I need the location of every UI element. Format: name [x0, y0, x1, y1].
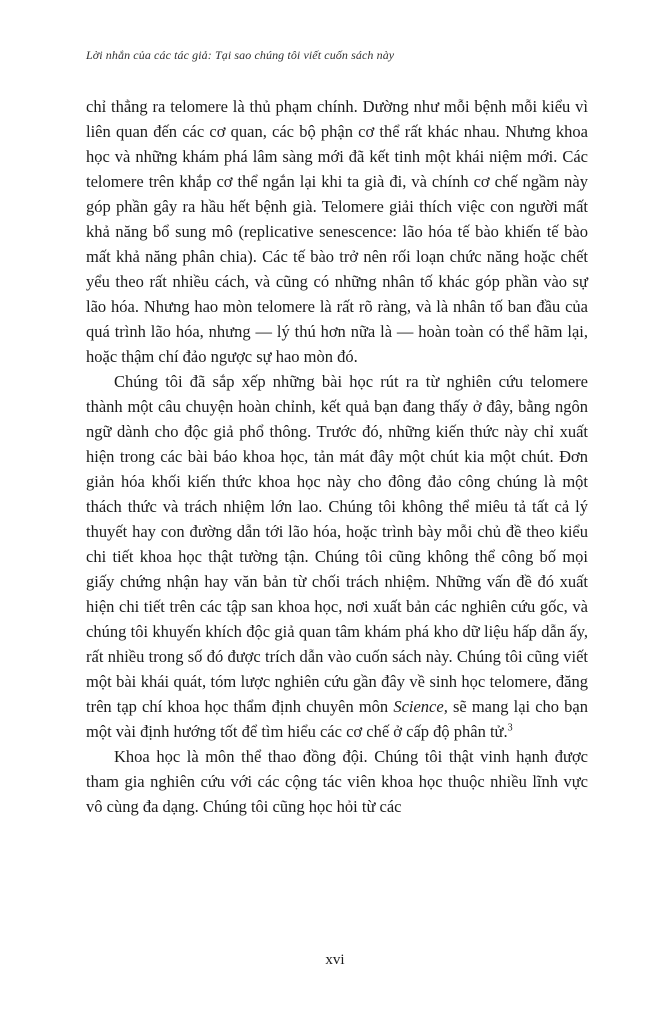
body-text [86, 94, 588, 819]
paragraph-text: Chúng tôi đã sắp xếp những bài học rút ra từ nghiên cứu telomere thành một câu chuyện hoàn chỉnh, kết quả bạn đang thấy ở đây, bằng ngôn ngữ dành cho độc giả phổ thông. Trước đó, những kiến thức này chỉ xuất hiện trong các bài báo khoa học, tản mát đây một chút kia một chút. Đơn giản hóa khối kiến thức khoa học này cho đông đảo công chúng là một thách thức và trách nhiệm lớn lao. Chúng tôi không thể miêu tả tất cả lý thuyết hay con đường dẫn tới lão hóa, hoặc trình bày mỗi chủ đề theo kiểu chi tiết khoa học thật tường tận. Chúng tôi cũng không thể công bố mọi giấy chứng nhận hay văn bản từ chối trách nhiệm. Những vấn đề đó xuất hiện chi tiết trên các tập san khoa học, nơi xuất bản các nghiên cứu gốc, và chúng tôi khuyến khích độc giả quan tâm khám phá kho dữ liệu hấp dẫn ấy, rất nhiều trong số đó được trích dẫn vào cuốn sách này. Chúng tôi cũng viết một bài khái quát, tóm lược nghiên cứu gần đây về sinh học telomere, đăng trên tạp chí khoa học thẩm định chuyên môn [86, 372, 588, 716]
paragraph: Khoa học là môn thể thao đồng đội. Chúng tôi thật vinh hạnh được tham gia nghiên cứu với các cộng tác viên khoa học thuộc nhiều lĩnh vực vô cùng đa dạng. Chúng tôi cũng học hỏi từ các [86, 747, 588, 816]
footnote-marker: 3 [507, 722, 513, 734]
paragraph-text: sẽ mang lại cho bạn một vài định hướng tốt để tìm hiểu các cơ chế ở cấp độ phân tử. [86, 697, 588, 741]
paragraph-continuation: chỉ thẳng ra telomere là thủ phạm chính. Dường như mỗi bệnh mỗi kiểu vì liên quan đến các cơ quan, các bộ phận cơ thể rất khác nhau. Nhưng khoa học và những khám phá lâm sàng mới đã kết tinh một khái niệm mới. Các telomere trên khắp cơ thể ngắn lại khi ta già đi, và chính cơ chế ngầm này góp phần gây ra hầu hết bệnh già. Telomere giải thích việc con người mất khả năng bổ sung mô (replicative senescence: lão hóa tế bào khiến tế bào mất khả năng phân chia). Các tế bào trở nên rối loạn chức năng hoặc chết yểu theo rất nhiều cách, và cũng có những nhân tố khác góp phần vào sự lão hóa. Nhưng hao mòn telomere là rất rõ ràng, và là nhân tố ban đầu của quá trình lão hóa, nhưng — lý thú hơn nữa là — hoàn toàn có thể hãm lại, hoặc thậm chí đảo ngược sự hao mòn đó. [86, 97, 588, 366]
running-header: Lời nhắn của các tác giả: Tại sao chúng tôi viết cuốn sách này [86, 48, 395, 62]
page-number: xvi [325, 952, 345, 968]
paragraph [86, 369, 588, 744]
journal-name-italic: Science, [393, 697, 448, 716]
